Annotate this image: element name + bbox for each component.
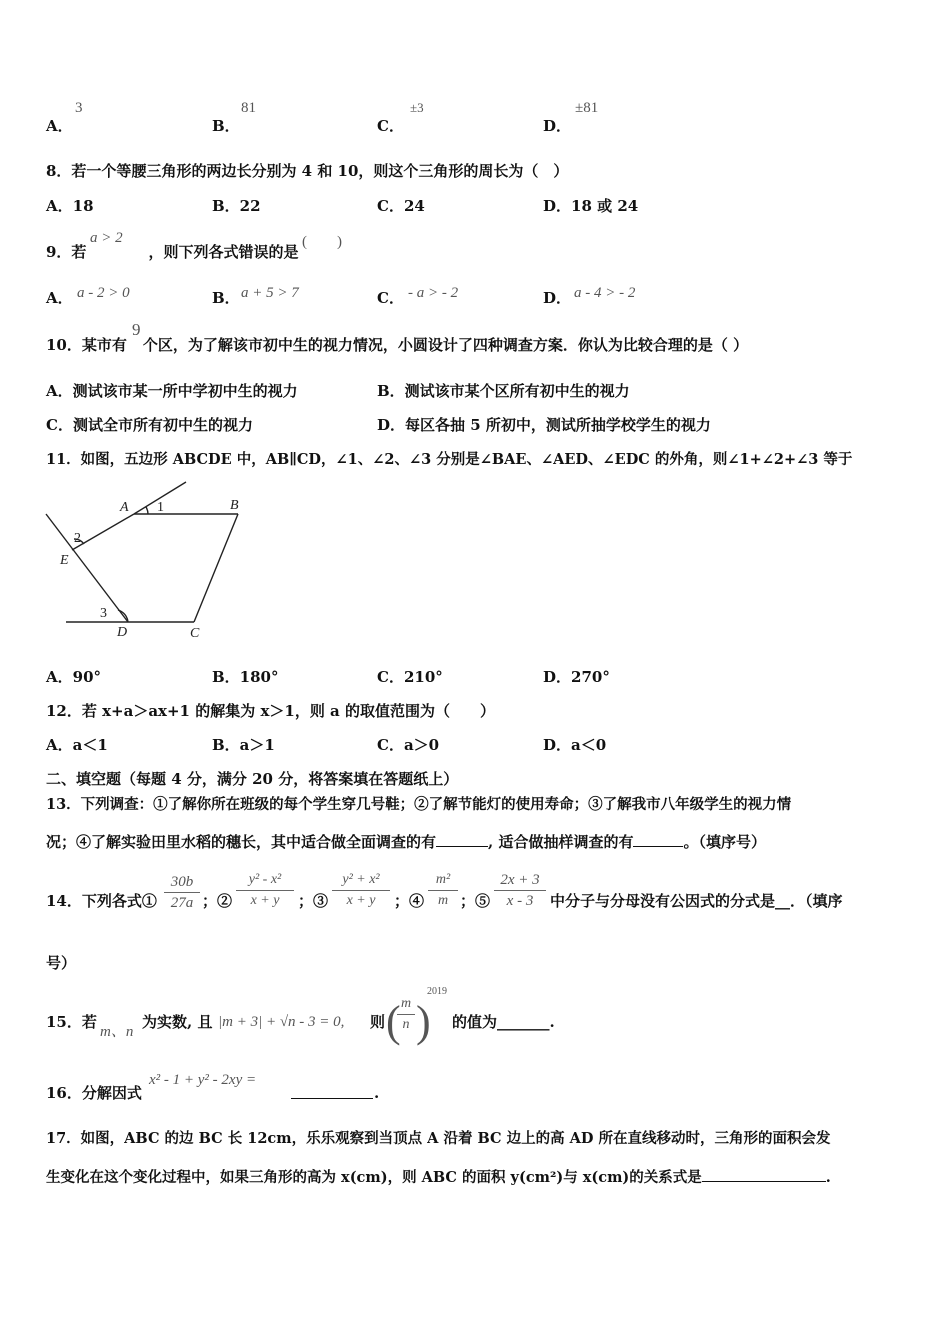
q8-option-a: A．18 <box>46 197 94 215</box>
q10-option-b: B．测试该市某个区所有初中生的视力 <box>377 382 630 400</box>
q16-suffix: . <box>374 1084 380 1102</box>
q11-option-c: C．210° <box>377 668 443 686</box>
q10-option-c: C．测试全市所有初中生的视力 <box>46 416 253 434</box>
label-a: A <box>120 500 129 515</box>
q7-option-c-value: ±3 <box>410 100 424 115</box>
q15-mid: 为实数, 且 <box>142 1013 213 1031</box>
q10-prefix: 10．某市有 <box>46 336 127 354</box>
side-bc <box>194 514 238 622</box>
q14-suffix: 中分子与分母没有公因式的分式是__．（填序 <box>550 892 843 910</box>
q12-option-d: D．a＜0 <box>543 736 607 754</box>
q8-option-b: B．22 <box>212 197 261 215</box>
section-2-heading: 二、填空题（每题 4 分，满分 20 分，将答案填在答题纸上） <box>46 770 459 788</box>
label-angle-2: 2 <box>74 531 81 546</box>
q15-prefix: 15．若 <box>46 1013 97 1031</box>
q9-condition: a > 2 <box>90 230 123 246</box>
q14-line-2: 号） <box>46 954 77 972</box>
side-de-extended <box>46 514 128 622</box>
q16-answer-blank[interactable] <box>291 1084 373 1099</box>
side-ea <box>72 514 134 550</box>
q7-option-d-label: D． <box>543 117 572 135</box>
q9-option-c-label: C． <box>377 289 404 307</box>
q15-fraction <box>397 994 415 1035</box>
q17-answer-blank[interactable] <box>702 1167 826 1182</box>
q7-option-b-value: 81 <box>241 100 256 116</box>
q11-text: 11．如图，五边形 ABCDE 中，AB∥CD，∠1、∠2、∠3 分别是∠BAE、∠AED、∠EDC 的外角，则∠1+∠2+∠3 等于 <box>46 451 853 468</box>
q10-number: 9 <box>132 320 141 339</box>
q15-then: 则 <box>370 1013 386 1031</box>
q10-option-d: D．每区各抽 5 所初中，测试所抽学校学生的视力 <box>377 416 711 434</box>
q14-fraction-2 <box>236 870 294 911</box>
q14-fraction-4 <box>428 870 458 911</box>
q17-line-1: 17．如图，ABC 的边 BC 长 12cm，乐乐观察到当顶点 A 沿着 BC 边上的高 AD 所在直线移动时，三角形的面积会发 <box>46 1130 831 1147</box>
angle-1-arc <box>146 507 148 514</box>
q11-option-d: D．270° <box>543 668 610 686</box>
q14-sep-3: ；④ <box>394 892 425 910</box>
q14-f1-denominator: 27a <box>170 895 194 911</box>
q14-f1-numerator: 30b <box>164 872 200 893</box>
label-angle-3: 3 <box>100 606 107 621</box>
q14-sep-4: ；⑤ <box>460 892 491 910</box>
q13-blank-1[interactable] <box>436 832 488 847</box>
q9-option-a-expr: a - 2 > 0 <box>77 285 130 301</box>
q15-suffix: 的值为_______. <box>452 1013 555 1031</box>
q13-line-2 <box>46 832 766 852</box>
q9-paren: ( ) <box>302 234 342 250</box>
q17-line-2-end: . <box>825 1169 831 1186</box>
q14-fraction-3 <box>332 870 390 911</box>
q13-line-2a: 况；④了解实验田里水稻的穗长，其中适合做全面调查的有 <box>46 833 437 851</box>
q10-suffix: 个区，为了解该市初中生的视力情况，小圆设计了四种调查方案．你认为比较合理的是（ ） <box>142 336 749 354</box>
q17-line-2-text: 生变化在这个变化过程中，如果三角形的高为 x(cm)，则 ABC 的面积 y(cm²)与 x(cm)的关系式是 <box>46 1169 702 1186</box>
q13-blank-2[interactable] <box>633 832 683 847</box>
q16-expression: x² - 1 + y² - 2xy = <box>149 1072 257 1088</box>
q9-question <box>46 242 298 262</box>
label-b: B <box>230 498 239 513</box>
q14-f2-numerator: y² - x² <box>236 870 294 891</box>
q14-sep-2: ；③ <box>298 892 329 910</box>
q13-line-2c: 。（填序号） <box>683 833 766 851</box>
q16-prefix: 16．分解因式 <box>46 1084 142 1102</box>
label-angle-1: 1 <box>157 500 164 515</box>
q15-left-paren: ( <box>386 997 401 1046</box>
q12-option-b: B．a＞1 <box>212 736 275 754</box>
q17-line-2 <box>46 1167 831 1188</box>
q7-option-a-label: A． <box>46 117 73 135</box>
q12-text: 12．若 x+a＞ax+1 的解集为 x＞1，则 a 的取值范围为（ ） <box>46 702 495 720</box>
q8-option-d: D．18 或 24 <box>543 197 639 215</box>
q7-option-d-value: ±81 <box>575 100 599 116</box>
q9-option-a-label: A． <box>46 289 73 307</box>
q14-f3-denominator: x + y <box>346 893 376 908</box>
label-e: E <box>60 553 69 568</box>
q14-fraction-5 <box>494 870 546 911</box>
q9-option-d-label: D． <box>543 289 572 307</box>
q9-option-b-label: B． <box>212 289 240 307</box>
q12-option-c: C．a＞0 <box>377 736 440 754</box>
q15-right-paren: ) <box>416 997 431 1046</box>
q15-denominator: n <box>402 1017 410 1032</box>
q7-option-b-label: B． <box>212 117 240 135</box>
q9-prefix: 9．若 <box>46 243 87 261</box>
q7-option-a-value: 3 <box>75 100 83 116</box>
q14-f2-denominator: x + y <box>250 893 280 908</box>
q14-fraction-1 <box>164 872 200 913</box>
q15-numerator: m <box>397 994 415 1015</box>
q14-f5-denominator: x - 3 <box>506 893 534 909</box>
q15-expression: |m + 3| + √n - 3 = 0, <box>218 1014 345 1030</box>
q12-option-a: A．a＜1 <box>46 736 108 754</box>
pentagon-figure <box>44 480 254 640</box>
q14-f3-numerator: y² + x² <box>332 870 390 891</box>
q11-option-a: A．90° <box>46 668 102 686</box>
q14-sep-1: ；② <box>202 892 233 910</box>
q9-option-c-expr: - a > - 2 <box>408 285 459 301</box>
label-c: C <box>190 626 200 640</box>
q9-option-d-expr: a - 4 > - 2 <box>574 285 636 301</box>
q9-suffix: ，则下列各式错误的是 <box>148 243 299 261</box>
q7-option-c-label: C． <box>377 117 404 135</box>
q14-f4-denominator: m <box>437 893 449 908</box>
q15-exponent: 2019 <box>427 986 447 997</box>
q11-option-b: B．180° <box>212 668 279 686</box>
q8-option-c: C．24 <box>377 197 425 215</box>
q14-prefix: 14．下列各式① <box>46 892 157 910</box>
q13-line-2b: , 适合做抽样调查的有 <box>488 833 634 851</box>
q9-option-b-expr: a + 5 > 7 <box>241 285 299 301</box>
q14-f5-numerator: 2x + 3 <box>494 870 546 891</box>
q13-line-1: 13．下列调查：①了解你所在班级的每个学生穿几号鞋；②了解节能灯的使用寿命；③了解我市八年级学生的视力情 <box>46 796 792 813</box>
label-d: D <box>117 625 128 640</box>
q10-option-a: A．测试该市某一所中学初中生的视力 <box>46 382 298 400</box>
q8-text: 8．若一个等腰三角形的两边长分别为 4 和 10，则这个三角形的周长为（ ） <box>46 162 569 180</box>
q14-f4-numerator: m² <box>428 870 458 891</box>
q15-vars: m、n <box>100 1024 134 1040</box>
q10-question <box>46 335 748 355</box>
